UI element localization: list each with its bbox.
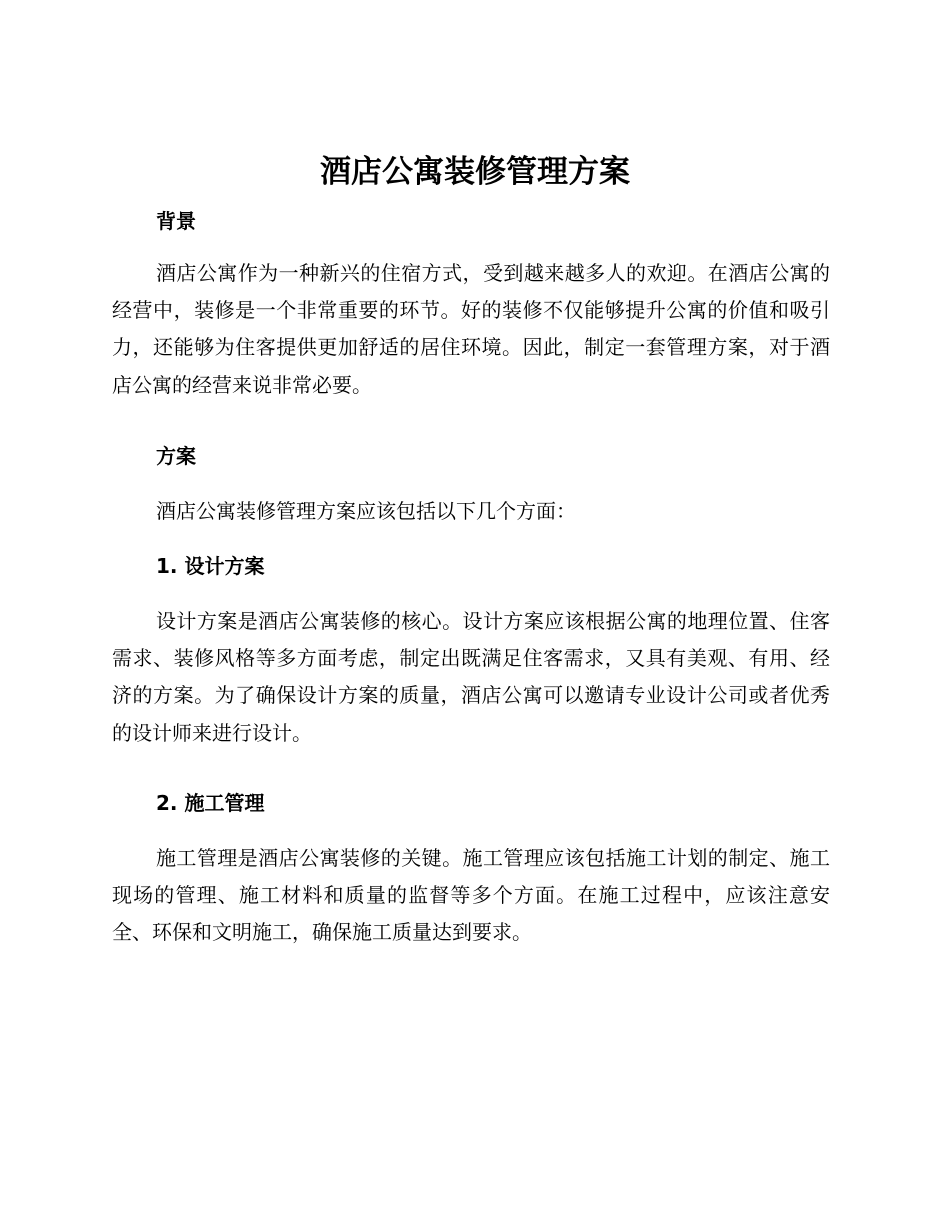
section-heading-plan: 方案 xyxy=(156,444,196,468)
section-heading-background: 背景 xyxy=(156,209,196,233)
section-paragraph-plan: 酒店公寓装修管理方案应该包括以下几个方面： xyxy=(156,499,576,523)
section-paragraph-background: 酒店公寓作为一种新兴的住宿方式，受到越来越多人的欢迎。在酒店公寓的经营中，装修是一个非常重要的环节。好的装修不仅能够提升公寓的价值和吸引力，还能够为住客提供更加舒适的居住环境。因此，制定一套管理方案，对于酒店公寓的经营来说非常必要。 xyxy=(112,261,830,397)
section-heading-design: 1. 设计方案 xyxy=(156,554,265,578)
section-paragraph-design: 设计方案是酒店公寓装修的核心。设计方案应该根据公寓的地理位置、住客需求、装修风格等多方面考虑，制定出既满足住客需求，又具有美观、有用、经济的方案。为了确保设计方案的质量，酒店公寓可以邀请专业设计公司或者优秀的设计师来进行设计。 xyxy=(112,609,830,745)
document-title: 酒店公寓装修管理方案 xyxy=(320,154,630,190)
section-paragraph-construction: 施工管理是酒店公寓装修的关键。施工管理应该包括施工计划的制定、施工现场的管理、施工材料和质量的监督等多个方面。在施工过程中，应该注意安全、环保和文明施工，确保施工质量达到要求。 xyxy=(112,846,830,945)
section-heading-construction: 2. 施工管理 xyxy=(156,791,265,815)
